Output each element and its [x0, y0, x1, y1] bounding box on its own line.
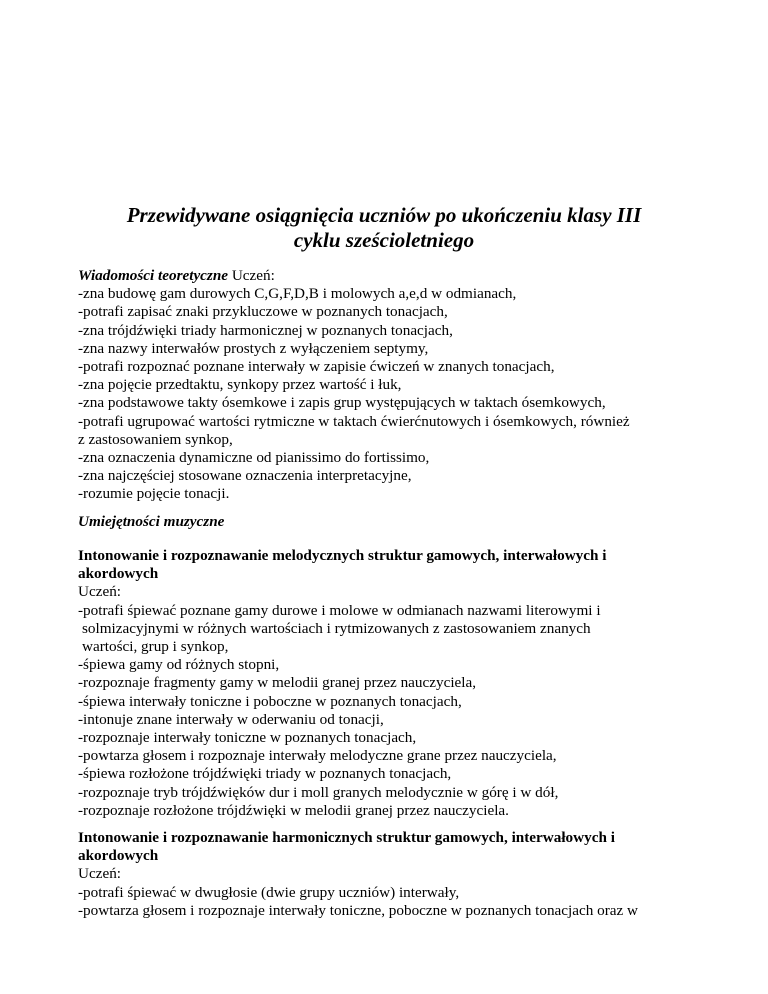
harmonic-line: -potrafi śpiewać w dwugłosie (dwie grupy uczniów) interwały,	[78, 883, 460, 901]
theory-line: -potrafi rozpoznać poznane interwały w zapisie ćwiczeń w znanych tonacjach,	[78, 358, 555, 376]
section-theory-heading: Wiadomości teoretyczne	[78, 267, 229, 284]
melodic-line: wartości, grup i synkop,	[82, 638, 229, 656]
theory-line: -zna oznaczenia dynamiczne od pianissimo do fortissimo,	[78, 449, 430, 467]
theory-line: -potrafi ugrupować wartości rytmiczne w taktach ćwierćnutowych i ósemkowych, również	[78, 412, 630, 430]
section-skills-heading: Umiejętności muzyczne	[78, 513, 225, 530]
melodic-line: -rozpoznaje rozłożone trójdźwięki w melodii granej przez nauczyciela.	[78, 801, 509, 819]
theory-line: -zna podstawowe takty ósemkowe i zapis grup występujących w taktach ósemkowych,	[78, 394, 606, 412]
theory-line: -rozumie pojęcie tonacji.	[78, 485, 230, 503]
theory-line: -zna trójdźwięki triady harmonicznej w poznanych tonacjach,	[78, 321, 453, 339]
theory-line: -zna najczęściej stosowane oznaczenia interpretacyjne,	[78, 467, 412, 485]
block-harmonic-heading-line-2: akordowych	[78, 847, 159, 865]
block-melodic-heading-line-2: akordowych	[78, 565, 159, 583]
melodic-line: solmizacyjnymi w różnych wartościach i rytmizowanych z zastosowaniem znanych	[82, 619, 591, 637]
melodic-line: -powtarza głosem i rozpoznaje interwały melodyczne grane przez nauczyciela,	[78, 747, 557, 765]
melodic-line: -rozpoznaje interwały toniczne w poznanych tonacjach,	[78, 729, 417, 747]
theory-line: -zna budowę gam durowych C,G,F,D,B i molowych a,e,d w odmianach,	[78, 285, 517, 303]
melodic-line: -śpiewa gamy od różnych stopni,	[78, 656, 280, 674]
melodic-line: -intonuje znane interwały w oderwaniu od tonacji,	[78, 710, 384, 728]
melodic-line: Uczeń:	[78, 583, 122, 601]
title-line-1: Przewidywane osiągnięcia uczniów po ukończeniu klasy III	[126, 203, 642, 227]
block-harmonic	[78, 829, 748, 920]
section-theory	[78, 267, 748, 504]
theory-line: -zna pojęcie przedtaktu, synkopy przez wartość i łuk,	[78, 376, 402, 394]
melodic-line: -śpiewa interwały toniczne i poboczne w poznanych tonacjach,	[78, 692, 462, 710]
melodic-line: -śpiewa rozłożone trójdźwięki triady w poznanych tonacjach,	[78, 765, 452, 783]
theory-line: -zna nazwy interwałów prostych z wyłączeniem septymy,	[78, 339, 429, 357]
melodic-line: -potrafi śpiewać poznane gamy durowe i molowe w odmianach nazwami literowymi i	[78, 601, 601, 619]
document-title	[0, 203, 768, 253]
section-theory-heading-line	[78, 267, 748, 285]
theory-line: z zastosowaniem synkop,	[78, 430, 233, 448]
title-line-2: cyklu sześcioletniego	[293, 228, 475, 252]
melodic-line: -rozpoznaje tryb trójdźwięków dur i moll granych melodycznie w górę i w dół,	[78, 783, 559, 801]
block-melodic	[78, 547, 748, 820]
block-harmonic-heading-line-1: Intonowanie i rozpoznawanie harmonicznych struktur gamowych, interwałowych i	[78, 829, 615, 846]
block-melodic-heading-line-1: Intonowanie i rozpoznawanie melodycznych struktur gamowych, interwałowych i	[78, 547, 607, 564]
theory-line: -potrafi zapisać znaki przykluczowe w poznanych tonacjach,	[78, 303, 448, 321]
section-theory-intro: Uczeń:	[228, 267, 275, 284]
harmonic-line: -powtarza głosem i rozpoznaje interwały toniczne, poboczne w poznanych tonacjach oraz w	[78, 901, 639, 919]
melodic-line: -rozpoznaje fragmenty gamy w melodii granej przez nauczyciela,	[78, 674, 477, 692]
harmonic-line: Uczeń:	[78, 865, 122, 883]
